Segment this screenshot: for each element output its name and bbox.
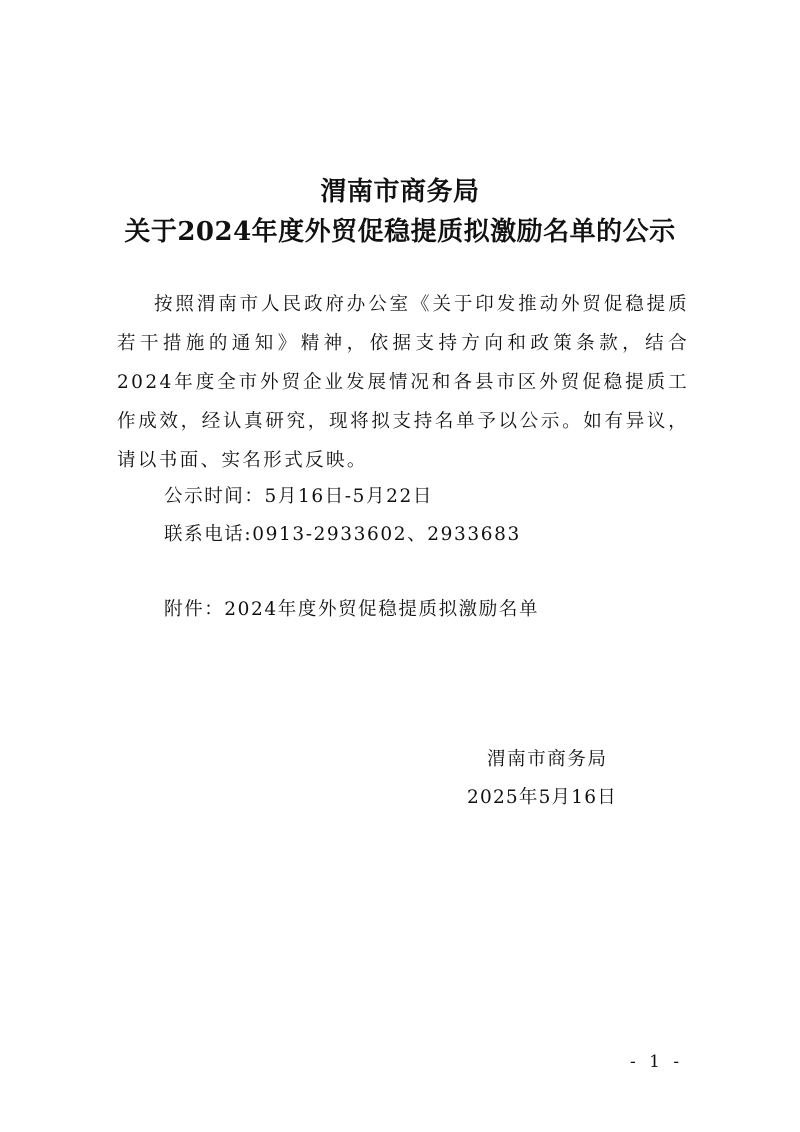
document-title-line2: 关于2024年度外贸促稳提质拟激励名单的公示 xyxy=(124,217,676,247)
signature-organization: 渭南市商务局 xyxy=(487,749,608,770)
body-paragraph: 按照渭南市人民政府办公室《关于印发推动外贸促稳提质若干措施的通知》精神，依据支持方向和政策条款，结合2024年度全市外贸企业发展情况和各县市区外贸促稳提质工作成效，经认真研究，现将拟支持名单予以公示。如有异议，请以书面、实名形式反映。 xyxy=(117,294,689,471)
publicity-period: 公示时间：5月16日-5月22日 xyxy=(164,486,433,507)
contact-phone: 联系电话:0913-2933602、2933683 xyxy=(164,524,521,545)
attachment-note: 附件：2024年度外贸促稳提质拟激励名单 xyxy=(164,599,540,620)
signature-date: 2025年5月16日 xyxy=(467,787,617,808)
page-number: - 1 - xyxy=(630,1052,684,1072)
document-title-line1: 渭南市商务局 xyxy=(320,177,480,207)
